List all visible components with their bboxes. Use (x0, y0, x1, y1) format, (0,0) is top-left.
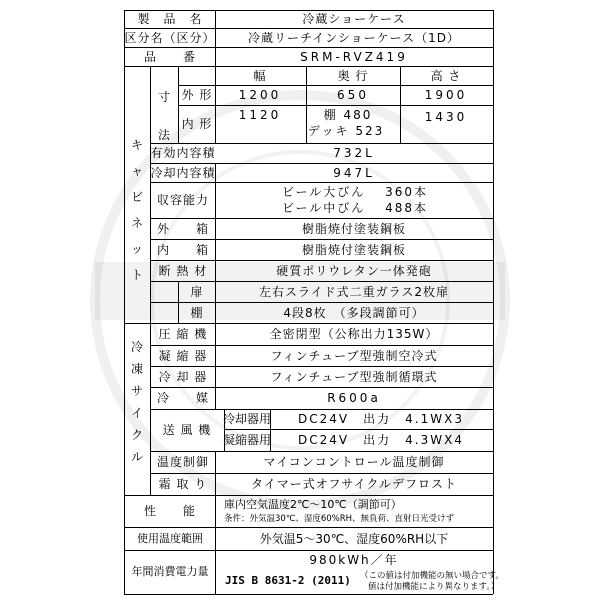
jis-standard: JIS B 8631-2 (2011) (225, 574, 351, 587)
cabinet-section-label: キ ャ ビ ネ ッ ト (130, 138, 143, 282)
dim-header-depth: 奥 行 (337, 69, 369, 83)
interior-label: 内 箱 (156, 243, 210, 257)
inner-depth-shelf: 棚 480 (323, 108, 373, 122)
compressor-label: 圧 縮 機 (158, 327, 208, 341)
condenser-value: フィンチューブ型強制空冷式 (270, 349, 438, 363)
inner-height: 1430 (424, 110, 468, 124)
cooling-volume-label: 冷却内容積 (150, 166, 216, 180)
category-value: 冷蔵リーチインショーケース（1D） (248, 31, 460, 45)
category-label: 区分名（区分） (124, 31, 216, 45)
door-value: 左右スライド式二重ガラス2枚扉 (259, 285, 449, 299)
energy-note-line2: 値は付加機能により異なります。） (368, 582, 500, 592)
cycle-section-label: 冷 凍 サ イ ク ル (130, 340, 143, 464)
defrost-label: 霜 取 り (158, 477, 208, 491)
outer-depth: 650 (337, 88, 369, 102)
refrigerant-value: R600a (327, 391, 381, 405)
effective-volume-value: 732L (333, 146, 375, 160)
energy-note-line1: （この値は付加機能の無い場合です。 (360, 571, 504, 581)
cooling-volume-value: 947L (333, 166, 375, 180)
temp-control-value: マイコンコントロール温度制御 (263, 455, 445, 469)
exterior-label: 外 箱 (156, 222, 210, 236)
cooler-value: フィンチューブ型強制循環式 (270, 370, 438, 384)
energy-value: 980kWh／年 (309, 553, 399, 567)
performance-conditions: 条件：外気温30℃、湿度60%RH、無負荷、直射日光受けず (224, 514, 455, 524)
outer-height: 1900 (424, 88, 468, 102)
shelf-value: 4段8枚 （多段調節可） (283, 306, 425, 320)
compressor-value: 全密閉型（公称出力135W） (269, 327, 439, 341)
outer-width: 1200 (238, 88, 282, 102)
model-number: SRM-RVZ419 (300, 50, 408, 64)
performance-label: 性 能 (143, 504, 197, 518)
door-label: 扉 (190, 285, 204, 299)
fan-cooler-value: DC24V 出力 4.1WX3 (298, 412, 464, 426)
fan-cooler-label: 冷却器用 (222, 412, 272, 426)
condenser-label: 凝 縮 器 (158, 349, 208, 363)
insulation-value: 硬質ポリウレタン一体発砲 (276, 264, 432, 278)
refrigerant-label: 冷 媒 (156, 391, 210, 405)
performance-temp-range: 庫内空気温度2℃～10℃（調節可） (224, 498, 402, 511)
exterior-value: 樹脂焼付塗装鋼板 (301, 222, 407, 236)
dimension-section-label: 寸 法 (157, 90, 170, 142)
temp-range-label: 使用温度範囲 (137, 532, 203, 545)
inner-depth-deck: デッキ 523 (307, 124, 385, 138)
product-name-label: 製 品 名 (137, 12, 203, 26)
effective-volume-label: 有効内容積 (150, 146, 216, 160)
fan-condenser-value: DC24V 出力 4.3WX4 (298, 433, 464, 447)
outer-dim-label: 外 形 (181, 88, 213, 102)
temp-control-label: 温度制御 (156, 455, 210, 469)
fan-condenser-label: 凝縮器用 (222, 433, 272, 447)
cooler-label: 冷 却 器 (158, 370, 208, 384)
product-name-value: 冷蔵ショーケース (302, 12, 406, 26)
interior-value: 樹脂焼付塗装鋼板 (301, 243, 407, 257)
energy-label: 年間消費電力量 (131, 565, 209, 578)
shelf-label: 棚 (190, 306, 204, 320)
defrost-value: タイマー式オフサイクルデフロスト (251, 477, 457, 491)
inner-width: 1120 (238, 108, 282, 122)
inner-dim-label: 内 形 (181, 117, 213, 131)
dim-header-width: 幅 (253, 69, 267, 83)
capacity-label: 収容能力 (156, 193, 210, 207)
capacity-large-bottles: ビール大びん 360本 (282, 185, 428, 199)
capacity-medium-bottles: ビール中びん 488本 (282, 201, 428, 215)
model-label: 品 番 (143, 50, 197, 64)
fan-label: 送 風 機 (162, 423, 212, 437)
dim-header-height: 高 さ (430, 69, 462, 83)
temp-range-value: 外気温5～30℃、湿度60%RH以下 (259, 532, 449, 546)
insulation-label: 断 熱 材 (158, 264, 208, 278)
